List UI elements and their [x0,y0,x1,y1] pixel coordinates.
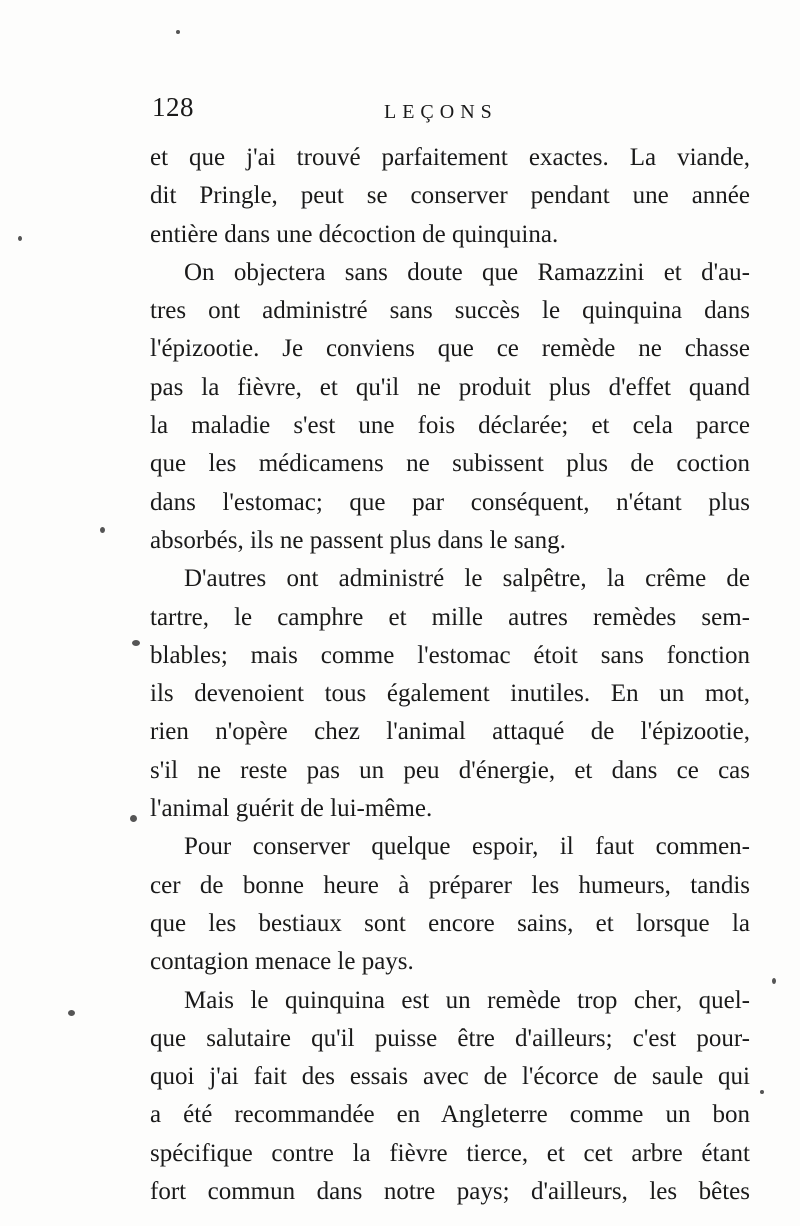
scan-speck [176,30,180,34]
paragraph-first-line: Mais le quinquina est un remède trop cher, quel- [184,986,750,1014]
running-head: LEÇONS [384,101,498,123]
text-line: ils devenoient tous également inutiles. En un mot, [150,680,750,708]
text-line: cer de bonne heure à préparer les humeurs, tandis [150,871,750,899]
text-line: s'il ne reste pas un peu d'énergie, et dans ce cas [150,756,750,784]
text-line: que les médicamens ne subissent plus de coction [150,450,750,478]
paragraph-first-line: D'autres ont administré le salpêtre, la crême de [184,565,750,593]
text-line: pas la fièvre, et qu'il ne produit plus d'effet quand [150,373,750,401]
paragraph-first-line: On objectera sans doute que Ramazzini et d'au- [184,258,750,286]
scan-speck [130,815,137,822]
text-line: fort commun dans notre pays; d'ailleurs, les bêtes [150,1178,750,1206]
text-line: spécifique contre la fièvre tierce, et cet arbre étant [150,1139,750,1167]
scan-speck [132,640,140,646]
text-line: rien n'opère chez l'animal attaqué de l'épizootie, [150,718,750,746]
text-line: que salutaire qu'il puisse être d'ailleurs; c'est pour- [150,1024,750,1052]
text-line: dans l'estomac; que par conséquent, n'étant plus [150,488,750,516]
text-line: la maladie s'est une fois déclarée; et cela parce [150,412,750,440]
text-line: blables; mais comme l'estomac étoit sans fonction [150,641,750,669]
scan-speck [100,527,105,533]
scan-speck [760,1090,764,1094]
scan-speck [68,1010,75,1016]
scan-speck [772,978,776,984]
text-line: contagion menace le pays. [150,948,414,976]
text-line: entière dans une décoction de quinquina. [150,220,559,248]
text-line: absorbés, ils ne passent plus dans le sang. [150,526,566,554]
page-header [0,88,800,128]
text-line: a été recommandée en Angleterre comme un bon [150,1101,750,1129]
paragraph-first-line: Pour conserver quelque espoir, il faut commen- [184,833,750,861]
text-line: que les bestiaux sont encore sains, et lorsque la [150,909,750,937]
text-line: quoi j'ai fait des essais avec de l'écorce de saule qui [150,1063,750,1091]
text-line: dit Pringle, peut se conserver pendant une année [150,182,750,210]
body-text [150,139,750,1211]
text-line: l'épizootie. Je conviens que ce remède ne chasse [150,335,750,363]
text-line: tartre, le camphre et mille autres remèdes sem- [150,603,750,631]
page-number: 128 [152,92,194,122]
text-line: et que j'ai trouvé parfaitement exactes. La viande, [150,144,750,171]
text-line: l'animal guérit de lui-même. [150,795,433,823]
text-line: tres ont administré sans succès le quinquina dans [150,297,750,325]
scan-speck [18,236,22,241]
